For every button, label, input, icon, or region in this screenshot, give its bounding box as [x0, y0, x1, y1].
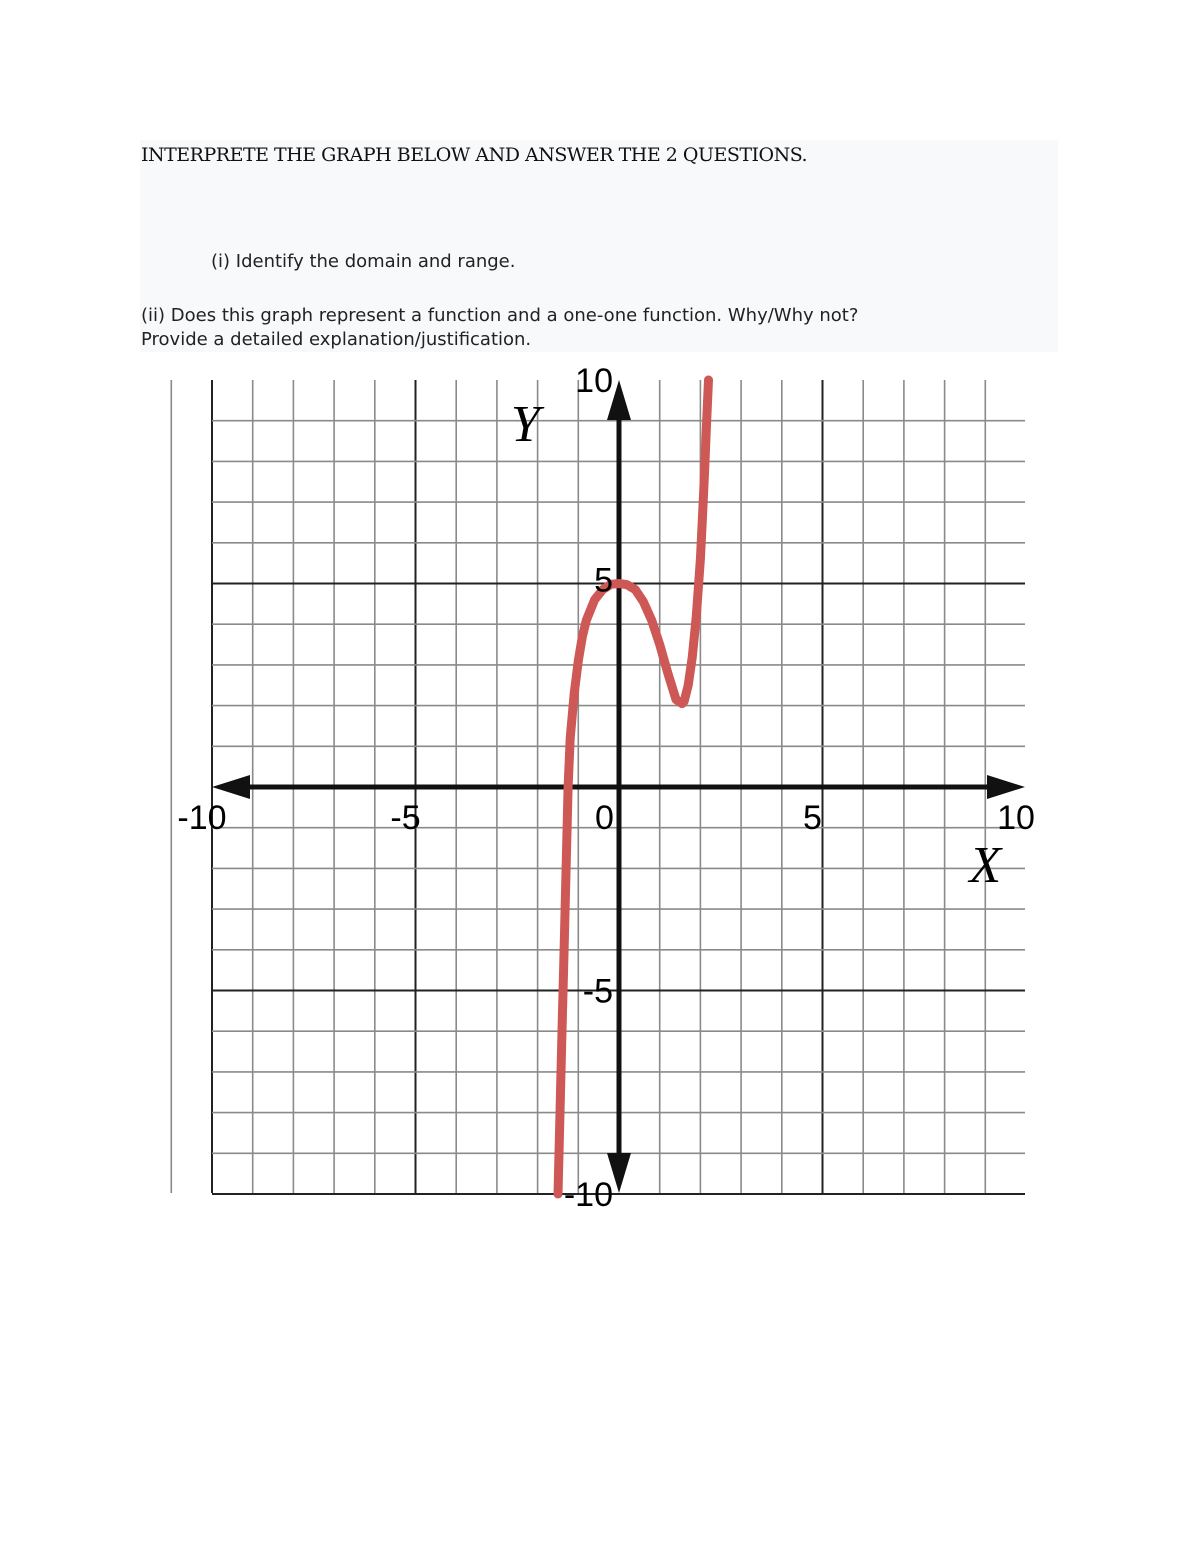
x-axis-right-arrow: [987, 775, 1025, 799]
y-tick-label: 10: [575, 362, 613, 400]
x-tick-label: -10: [177, 799, 227, 837]
x-tick-label: 0: [595, 799, 614, 837]
question-2-line-2: Provide a detailed explanation/justification.: [141, 329, 532, 350]
y-tick-label: -5: [582, 972, 613, 1011]
y-tick-label: -10: [563, 1176, 613, 1214]
y-axis-label: Y: [510, 396, 540, 454]
page-heading: INTERPRETE THE GRAPH BELOW AND ANSWER THE 2 QUESTIONS.: [141, 144, 808, 166]
y-tick-label: 5: [594, 561, 613, 600]
x-tick-label: -5: [390, 799, 421, 837]
x-tick-label: 10: [997, 799, 1035, 837]
x-axis-left-arrow: [212, 775, 250, 799]
question-2-line-1: (ii) Does this graph represent a function and a one-one function. Why/Why not?: [141, 305, 859, 326]
x-axis-label: X: [969, 837, 1002, 894]
question-1: (i) Identify the domain and range.: [211, 251, 516, 272]
x-tick-label: 5: [803, 799, 822, 837]
